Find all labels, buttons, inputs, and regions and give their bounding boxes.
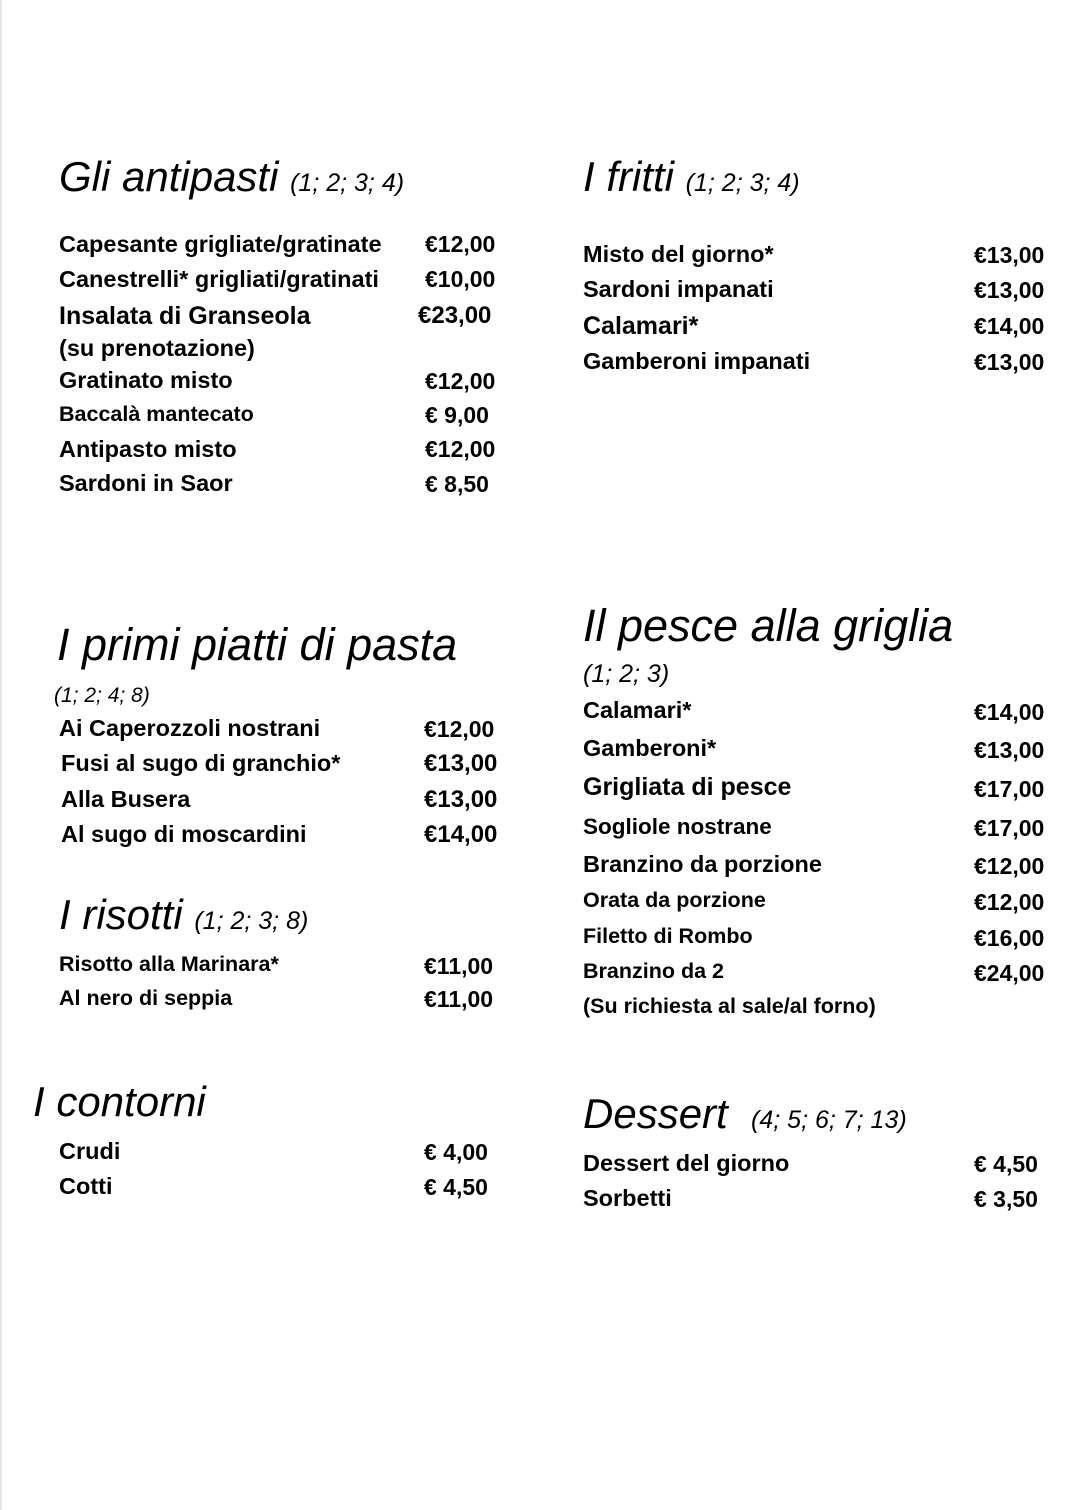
menu-item-price: €14,00 xyxy=(974,699,1045,725)
menu-item-price: €11,00 xyxy=(424,986,494,1012)
menu-item-name: Grigliata di pesce xyxy=(583,773,792,801)
menu-item-name: Filetto di Rombo xyxy=(583,924,753,948)
section-title-dessert: Dessert (4; 5; 6; 7; 13) xyxy=(583,1090,907,1137)
menu-item-price: €17,00 xyxy=(974,776,1045,802)
section-title-primi: I primi piatti di pasta xyxy=(57,619,458,670)
menu-item-price: € 3,50 xyxy=(974,1186,1038,1212)
section-title-fritti: I fritti (1; 2; 3; 4) xyxy=(583,153,800,200)
section-title-griglia: Il pesce alla griglia xyxy=(583,600,954,651)
menu-item-name: Sogliole nostrane xyxy=(583,814,772,839)
menu-item-name: Crudi xyxy=(59,1138,121,1164)
menu-item-price: €12,00 xyxy=(425,436,496,462)
allergens-fritti: (1; 2; 3; 4) xyxy=(685,169,800,197)
menu-item-price: €12,00 xyxy=(424,716,495,742)
menu-item-name: Canestrelli* grigliati/gratinati xyxy=(59,266,379,292)
menu-item-name: Calamari* xyxy=(583,697,692,723)
menu-item-name: Insalata di Granseola xyxy=(59,302,311,330)
menu-item-price: € 9,00 xyxy=(425,402,489,428)
page-edge xyxy=(0,0,2,1510)
menu-item-name: Cotti xyxy=(59,1173,113,1199)
menu-item-name: Dessert del giorno xyxy=(583,1150,790,1176)
menu-item-price: €13,00 xyxy=(424,786,498,813)
menu-item-price: €12,00 xyxy=(974,853,1045,879)
allergens-risotti: (1; 2; 3; 8) xyxy=(194,907,309,935)
section-title-risotti: I risotti (1; 2; 3; 8) xyxy=(59,891,309,938)
allergens-primi: (1; 2; 4; 8) xyxy=(54,684,150,707)
menu-item-price: €12,00 xyxy=(425,368,496,394)
menu-item-name: Misto del giorno* xyxy=(583,241,774,267)
menu-item-price: €24,00 xyxy=(974,960,1045,986)
menu-item-price: €11,00 xyxy=(424,953,494,979)
section-title-antipasti: Gli antipasti (1; 2; 3; 4) xyxy=(59,153,405,200)
menu-item-note: (su prenotazione) xyxy=(59,335,255,361)
menu-item-name: Al nero di seppia xyxy=(59,986,233,1010)
menu-item-price: €14,00 xyxy=(974,313,1045,339)
menu-item-price: € 4,00 xyxy=(424,1139,488,1165)
menu-item-price: €23,00 xyxy=(418,302,492,329)
allergens-griglia: (1; 2; 3) xyxy=(583,660,670,688)
menu-item-price: €12,00 xyxy=(425,231,496,257)
menu-item-name: Sardoni in Saor xyxy=(59,470,233,496)
menu-item-price: €10,00 xyxy=(425,266,496,292)
menu-item-price: €13,00 xyxy=(974,349,1045,375)
allergens-antipasti: (1; 2; 3; 4) xyxy=(290,169,405,197)
menu-item-price: € 8,50 xyxy=(425,471,489,497)
allergens-dessert: (4; 5; 6; 7; 13) xyxy=(751,1106,907,1134)
menu-item-name: Antipasto misto xyxy=(59,436,237,462)
menu-item-price: €17,00 xyxy=(974,815,1045,841)
menu-item-name: Ai Caperozzoli nostrani xyxy=(59,715,321,741)
menu-item-name: Sorbetti xyxy=(583,1185,672,1211)
menu-item-name: Capesante grigliate/gratinate xyxy=(59,231,382,257)
menu-item-name: Calamari* xyxy=(583,312,699,340)
menu-item-name: Gamberoni* xyxy=(583,735,717,761)
menu-item-price: €13,00 xyxy=(974,242,1045,268)
menu-item-name: Alla Busera xyxy=(61,786,191,812)
menu-item-name: Orata da porzione xyxy=(583,888,766,912)
menu-item-name: Fusi al sugo di granchio* xyxy=(61,750,341,776)
menu-item-name: Sardoni impanati xyxy=(583,276,774,302)
menu-item-name: Gamberoni impanati xyxy=(583,348,811,374)
menu-item-price: € 4,50 xyxy=(974,1151,1038,1177)
menu-item-name: Gratinato misto xyxy=(59,367,233,393)
menu-item-name: Branzino da porzione xyxy=(583,851,822,877)
menu-item-price: €13,00 xyxy=(974,737,1045,763)
menu-item-price: €13,00 xyxy=(974,277,1045,303)
menu-item-note: (Su richiesta al sale/al forno) xyxy=(583,994,876,1018)
menu-item-price: €12,00 xyxy=(974,889,1045,915)
section-title-contorni: I contorni xyxy=(33,1078,206,1125)
menu-item-price: €13,00 xyxy=(424,750,498,777)
menu-item-name: Al sugo di moscardini xyxy=(61,821,307,847)
menu-item-name: Branzino da 2 xyxy=(583,959,724,983)
menu-item-price: €16,00 xyxy=(974,925,1045,951)
menu-item-price: € 4,50 xyxy=(424,1174,488,1200)
menu-item-name: Risotto alla Marinara* xyxy=(59,952,279,976)
menu-item-name: Baccalà mantecato xyxy=(59,402,254,426)
menu-item-price: €14,00 xyxy=(424,821,498,848)
